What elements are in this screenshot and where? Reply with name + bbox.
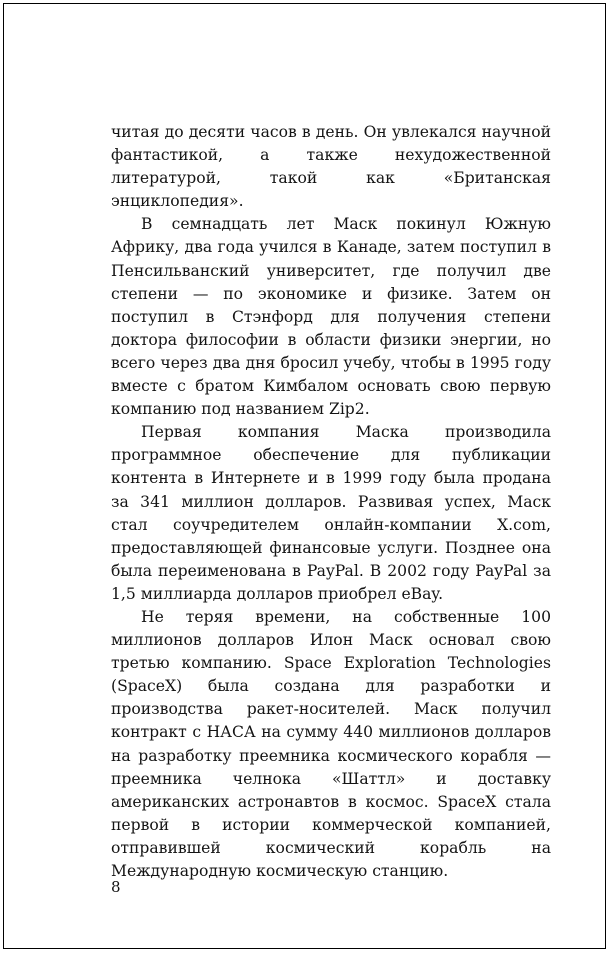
paragraph: В семнадцать лет Маск покинул Южную Африку, два года учился в Канаде, затем поступил в Пенсильванский университет, где получил две степени — по экономике и физике. Затем он поступил в Стэнфорд для получения степени доктора философии в области физики энергии, но всего через два дня бросил учебу, чтобы в 1995 году вместе с братом Кимбалом основать свою первую компанию под названием Zip2. bbox=[111, 215, 551, 419]
page-number: 8 bbox=[111, 878, 121, 896]
paragraph-continuation: читая до десяти часов в день. Он увлекался научной фантастикой, а также нехудожественной литературой, такой как «Британская энциклопедия». bbox=[111, 123, 551, 211]
paragraph: Первая компания Маска производила программное обеспечение для публикации контента в Интернете и в 1999 году была продана за 341 миллион долларов. Развивая успех, Маск стал соучредителем онлайн-компании X.com, предоставляющей финансовые услуги. Позднее она была переименована в PayPal. В 2002 году PayPal за 1,5 миллиарда долларов приобрел eBay. bbox=[111, 423, 551, 603]
paragraph: Не теряя времени, на собственные 100 миллионов долларов Илон Маск основал свою третью компанию. Space Exploration Technologies (SpaceX) была создана для разработки и производства ракет-носителей. Маск получил контракт с НАСА на сумму 440 миллионов долларов на разработку преемника космического корабля — преемника челнока «Шаттл» и доставку американских астронавтов в космос. SpaceX стала первой в истории коммерческой компанией, отправившей космический корабль на Международную космическую станцию. bbox=[111, 607, 551, 880]
body-text bbox=[111, 121, 551, 883]
